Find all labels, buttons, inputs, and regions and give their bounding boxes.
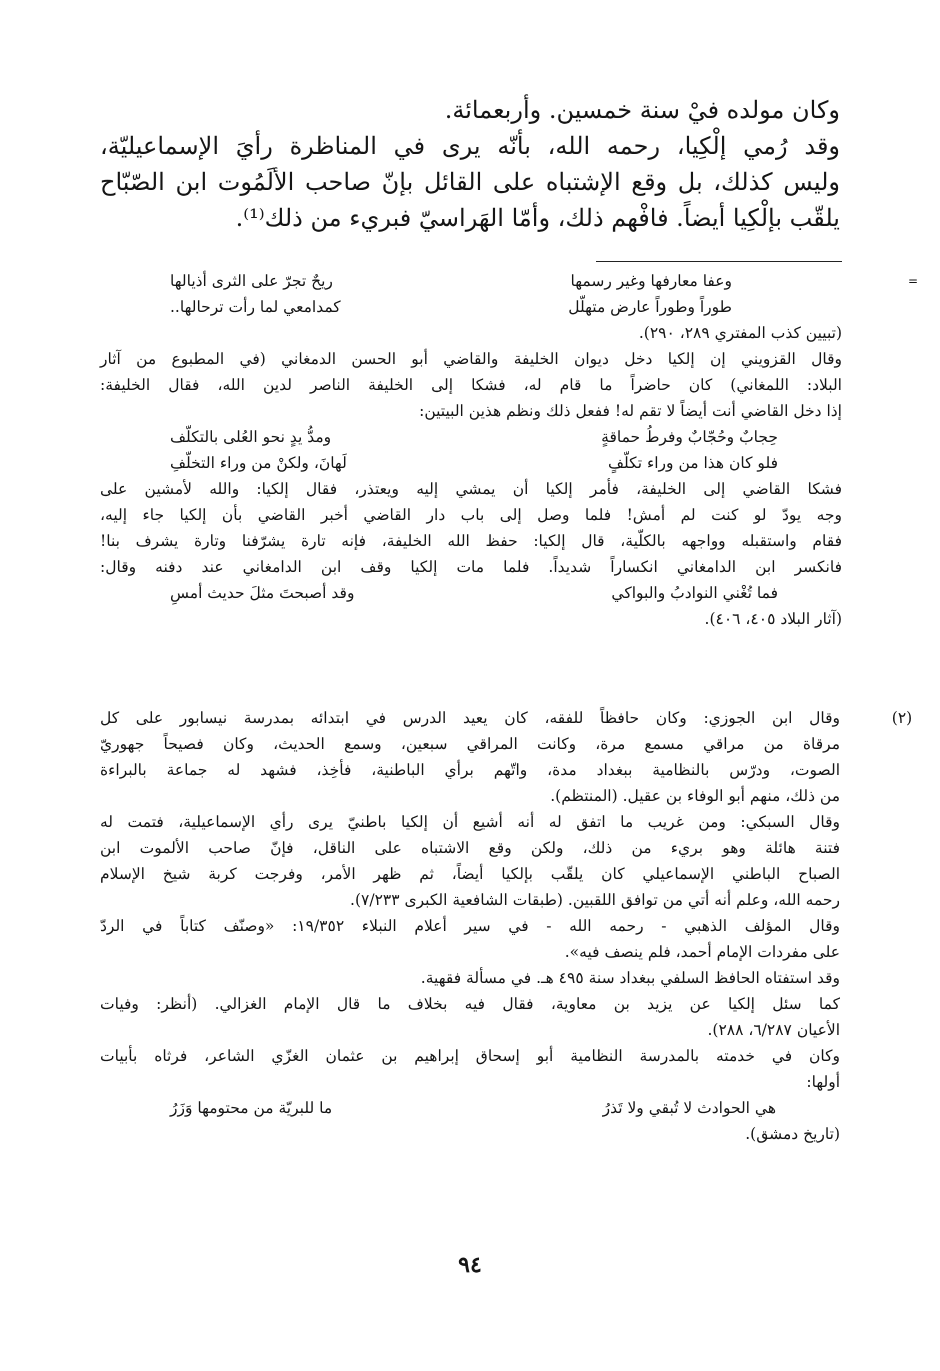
footnote-line: من ذلك، منهم أبو الوفاء بن عقيل. (المنتظم). [550, 787, 840, 805]
footnote-line: الصوت، ودرّس بالنظامية ببغداد مدة، واتّهم برأي الباطنية، فأخِذ، فشهد له جماعة بالبراءة [100, 761, 840, 779]
footnote-number: (٢) [891, 709, 913, 727]
footnote-line: (آثار البلاد ٤٠٥، ٤٠٦). [704, 610, 842, 628]
footnote-line: وقال السبكي: ومن غريب ما اتفق له أنه أشيع أن إلكيا باطنيّ يرى رأي الإسماعيلية، فتمت له [100, 813, 840, 831]
main-line: وقد رُمي إلْكِيا، رحمه الله، بأنّه يرى في المناظرة رأيَ الإسماعيليّة، [100, 132, 840, 160]
main-line: وليس كذلك، بل وقع الإشتباه على القائل بإنّ صاحب الألَمُوت ابن الصّبّاح [100, 168, 840, 196]
footnote-line: (تبيين كذب المفتري ٢٨٩، ٢٩٠). [638, 324, 842, 342]
verse-line [100, 580, 842, 606]
footnote-line: وكان في خدمته بالمدرسة النظامية أبو إسحاق إبراهيم بن عثمان الغزّي الشاعر، فرثاه بأبيات [100, 1047, 840, 1065]
verse-hemistich: فلو كان هذا من وراء تكلّفٍ [607, 454, 778, 472]
verse-line [100, 268, 842, 294]
footnote-line: البلاد: اللمغاني) كان حاضراً ما قام له، فشكا إلى الخليفة الناصر لدين الله، فقال الخليفة: [100, 376, 842, 394]
verse-line [100, 424, 842, 450]
footnote-line: فتنة هائلة وهو بريء من ذلك، ولكن وقع الاشتباه على الناقل، فإنّ صاحب الألموت ابن [100, 839, 840, 857]
verse-hemistich: وقد أصبحتَ مثلَ حديث أمسِ [170, 584, 355, 602]
footnote-line: الصباح الباطني الإسماعيلي كان يلقّب بإلكيا أيضاً، ثم ظهر الأمر، وفرجت كربة شيخ الإسلام [100, 865, 840, 883]
page-number: ٩٤ [458, 1252, 482, 1278]
footnote-line: وقال القزويني إن إلكيا دخل ديوان الخليفة والقاضي أبو الحسن الدمغاني (في المطبوع من آثار [100, 350, 842, 368]
footnote-line: كما سئل إلكيا عن يزيد بن معاوية، فقال فيه بخلاف ما قال الإمام الغزالي. (أنظر: وفيات [100, 995, 840, 1013]
footnote-line: على مفردات الإمام أحمد، فلم ينصف فيه». [564, 943, 840, 961]
verse-hemistich: ما للبريّة من محتومها وَزَرُ [170, 1099, 333, 1117]
verse-hemistich: وعفا معارفها وغير رسمها [570, 272, 732, 290]
footnote-separator [596, 261, 842, 262]
footnote-line: فقام واستقبله وواجهه بالكلّية، قال إلكيا: حفظ الله الخليفة، فإنه تارة يشرّفنا وتارة يشرف بنا! [100, 532, 842, 550]
footnote-line: رحمه الله، وعلم أنه أتي من توافق اللقبين. (طبقات الشافعية الكبرى ٧/٢٣٣). [350, 891, 840, 909]
footnote-line: وقال المؤلف الذهبي - رحمه الله - في سير أعلام النبلاء ١٩/٣٥٢: «وصنّف كتاباً في الردّ [100, 917, 840, 935]
verse-hemistich: كمدامعي لما رأت ترحالها.. [170, 298, 341, 316]
footnote-line: مرقاة من مراقي مسمع مرة، وكانت المراقي سبعين، وسمع الحديث، وكان فصيحاً جهوريّ [100, 735, 840, 753]
verse-line [100, 450, 842, 476]
verse-hemistich: طوراً وطوراً عارض متهلّل [568, 298, 732, 316]
footnote-line: وقد استفتاه الحافظ السلفي ببغداد سنة ٤٩٥ هـ. في مسألة فقهية. [420, 969, 840, 987]
main-text [100, 92, 840, 236]
verse-line [100, 294, 842, 320]
main-line: يلقّب بإلْكِيا أيضاً. فافْهم ذلك، وأمّا الهَراسيّ فبريء من ذلك⁽¹⁾. [235, 204, 840, 232]
footnote-line: فشكا القاضي إلى الخليفة، فأمر إلكيا أن يمشي إليه ويعتذر، فقال إلكيا: والله لأمشين على [100, 480, 842, 498]
footnote-line: الأعيان ٦/٢٨٧، ٢٨٨). [707, 1021, 840, 1039]
verse-hemistich: ريحٌ تجرّ على الثرى أذيالها [170, 272, 333, 290]
verse-hemistich: لَهانَ، ولكنْ من وراء التخلّفِ [170, 454, 347, 472]
footnote-line: فانكسر ابن الدامغاني انكساراً شديداً. فلما مات إلكيا وقف ابن الدامغاني عند دفنه وقال: [100, 558, 842, 576]
continuation-mark: = [907, 274, 919, 288]
footnote-2 [100, 705, 913, 1147]
footnote-line: وقال ابن الجوزي: وكان حافظاً للفقه، كان يعيد الدرس في ابتدائه بمدرسة نيسابور على كل [100, 709, 840, 727]
main-line: وكان مولده فيْ سنة خمسين. وأربعمائة. [444, 96, 840, 124]
verse-line [100, 1095, 840, 1121]
footnote-line: إذا دخل القاضي أنت أيضاً لا تقم له! ففعل ذلك ونظم هذين البيتين: [419, 402, 842, 420]
verse-hemistich: حِجابٌ وحُجّابٌ وفرطُ حماقةٍ [601, 428, 778, 446]
verse-hemistich: ومدُّ يدٍ نحو العُلى بالتكلّف [170, 428, 332, 446]
verse-hemistich: هي الحوادث لا تُبقي ولا تَذرُ [602, 1099, 776, 1117]
footnote-1-continued [100, 268, 919, 632]
footnote-line: أولها: [806, 1073, 840, 1091]
footnote-line: وجه يودّ لو كنت لم أمش! فلما وصل إلى باب دار القاضي أخبر القاضي بأن إلكيا جاء إليه، [100, 506, 842, 524]
footnote-line: (تاريخ دمشق). [745, 1125, 840, 1143]
verse-hemistich: فما تُغْني النوادبُ والبواكي [611, 584, 778, 602]
